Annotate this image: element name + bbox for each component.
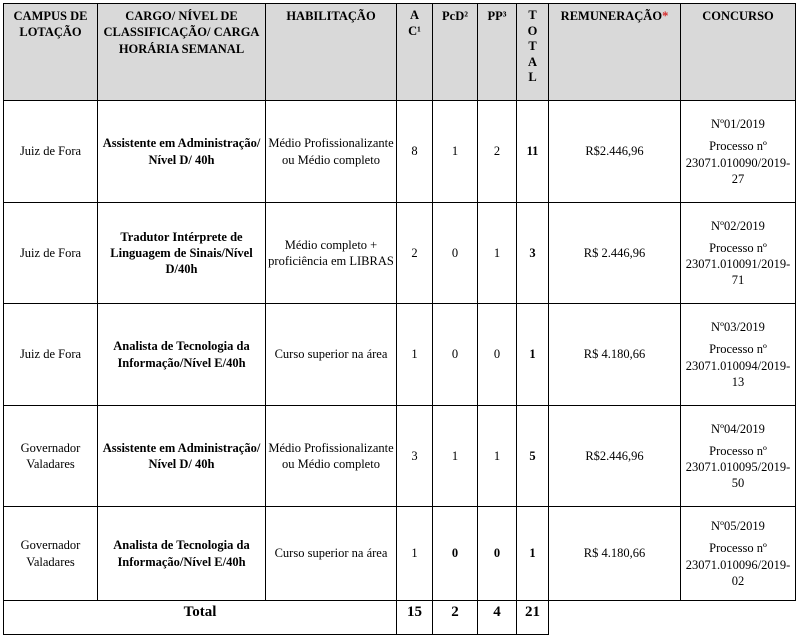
cell-pp: 0: [478, 507, 517, 601]
cell-total: 11: [517, 101, 549, 203]
cell-remuneracao: R$ 2.446,96: [549, 203, 681, 304]
cell-habilitacao: Médio Profissionalizante ou Médio completo: [266, 406, 397, 507]
header-total-letter: T: [528, 8, 537, 22]
cell-pcd: 0: [433, 304, 478, 406]
totals-label: Total: [4, 601, 397, 635]
cell-pcd: 1: [433, 406, 478, 507]
cell-cargo: Analista de Tecnologia da Informação/Nível E/40h: [98, 507, 266, 601]
cell-ac: 1: [397, 507, 433, 601]
cell-habilitacao: Curso superior na área: [266, 304, 397, 406]
concurso-number: Nº04/2019: [711, 421, 765, 436]
header-remuneracao-label: REMUNERAÇÃO: [560, 9, 663, 23]
header-cargo: CARGO/ NÍVEL DE CLASSIFICAÇÃO/ CARGA HORÁRIA SEMANAL: [98, 4, 266, 101]
concurso-number: Nº03/2019: [711, 320, 765, 334]
cell-pp: 1: [478, 406, 517, 507]
table-row: [4, 406, 796, 507]
header-concurso: CONCURSO: [681, 4, 796, 101]
header-total-letter: T: [528, 39, 537, 53]
cell-cargo: Tradutor Intérprete de Linguagem de Sinais/Nível D/40h: [98, 203, 266, 304]
cell-pp: 2: [478, 101, 517, 203]
table-row: [4, 507, 796, 601]
totals-row: [4, 601, 796, 635]
totals-empty: [549, 601, 796, 635]
header-ac: [397, 4, 433, 101]
header-remuneracao: [549, 4, 681, 101]
asterisk-mark: *: [662, 9, 669, 23]
table-row: [4, 304, 796, 406]
header-ac-letter: A: [409, 8, 420, 22]
cell-ac: 1: [397, 304, 433, 406]
cell-remuneracao: R$2.446,96: [549, 101, 681, 203]
concurso-process: Processo nº 23071.010091/2019-71: [685, 240, 791, 288]
concurso-number: Nº02/2019: [711, 218, 765, 233]
cell-habilitacao: Médio Profissionalizante ou Médio completo: [266, 101, 397, 203]
totals-pp: 4: [478, 601, 517, 635]
cell-remuneracao: R$ 4.180,66: [549, 304, 681, 406]
totals-total: 21: [517, 601, 549, 635]
cell-cargo: Assistente em Administração/ Nível D/ 40h: [98, 101, 266, 203]
concurso-process: Processo nº 23071.010094/2019-13: [685, 342, 791, 389]
cell-pcd: 1: [433, 101, 478, 203]
cell-campus: Governador Valadares: [4, 507, 98, 601]
cell-cargo: Assistente em Administração/ Nível D/ 40h: [98, 406, 266, 507]
header-habilitacao: HABILITAÇÃO: [266, 4, 397, 101]
header-total: [517, 4, 549, 101]
cell-ac: 2: [397, 203, 433, 304]
table-row: [4, 101, 796, 203]
table-row: [4, 203, 796, 304]
concurso-process: Processo nº 23071.010095/2019-50: [685, 443, 791, 491]
cell-habilitacao: Curso superior na área: [266, 507, 397, 601]
header-total-letter: L: [528, 70, 537, 84]
header-total-letter: A: [527, 54, 538, 69]
cell-concurso: [681, 507, 796, 601]
totals-ac: 15: [397, 601, 433, 635]
cell-campus: Juiz de Fora: [4, 304, 98, 406]
header-total-letter: O: [527, 23, 538, 38]
header-ac-letter: C¹: [408, 23, 421, 38]
cell-habilitacao: Médio completo + proficiência em LIBRAS: [266, 203, 397, 304]
totals-pcd: 2: [433, 601, 478, 635]
header-pcd: PcD²: [433, 4, 478, 101]
cell-campus: Juiz de Fora: [4, 203, 98, 304]
cell-concurso: [681, 101, 796, 203]
cell-cargo: Analista de Tecnologia da Informação/Nível E/40h: [98, 304, 266, 406]
concurso-number: Nº05/2019: [711, 519, 765, 533]
header-pp: PP³: [478, 4, 517, 101]
header-row: [4, 4, 796, 101]
cell-concurso: [681, 406, 796, 507]
cell-remuneracao: R$2.446,96: [549, 406, 681, 507]
cell-total: 1: [517, 507, 549, 601]
cell-ac: 8: [397, 101, 433, 203]
cell-campus: Governador Valadares: [4, 406, 98, 507]
concurso-process: Processo nº 23071.010090/2019-27: [685, 139, 791, 186]
cell-total: 1: [517, 304, 549, 406]
cell-pcd: 0: [433, 203, 478, 304]
cell-pcd: 0: [433, 507, 478, 601]
concurso-number: Nº01/2019: [711, 117, 765, 131]
cell-pp: 1: [478, 203, 517, 304]
cell-total: 3: [517, 203, 549, 304]
cell-concurso: [681, 203, 796, 304]
cell-total: 5: [517, 406, 549, 507]
header-campus: CAMPUS DE LOTAÇÃO: [4, 4, 98, 101]
cell-ac: 3: [397, 406, 433, 507]
cell-pp: 0: [478, 304, 517, 406]
cell-campus: Juiz de Fora: [4, 101, 98, 203]
concurso-process: Processo nº 23071.010096/2019-02: [685, 541, 791, 588]
cell-remuneracao: R$ 4.180,66: [549, 507, 681, 601]
vacancy-table: [3, 3, 796, 635]
cell-concurso: [681, 304, 796, 406]
